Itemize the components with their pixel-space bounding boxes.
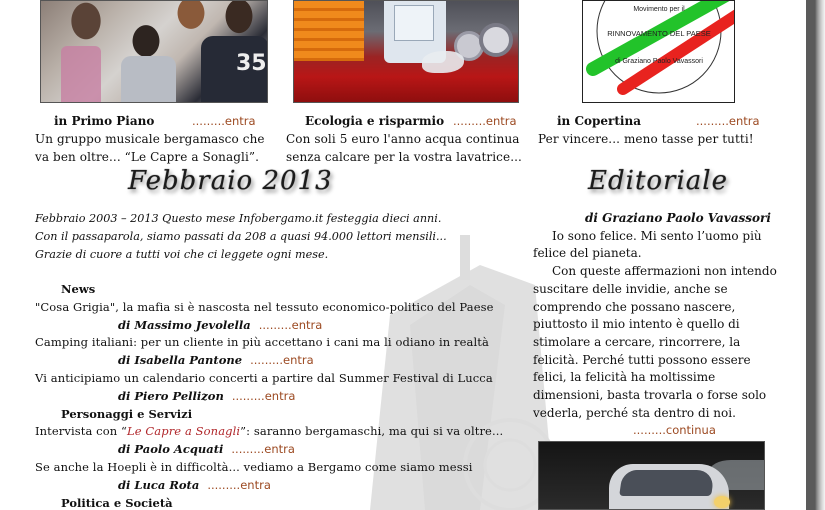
article-title-part: ”: saranno bergamaschi, ma qui si va oltre... [240, 424, 504, 439]
article-author: di Isabella Pantone [118, 353, 243, 368]
article-title[interactable]: "Cosa Grigia", la mafia si è nascosta nel tessuto economico-politico del Paese [35, 299, 494, 314]
editorial-continua-link[interactable]: .........continua [633, 423, 716, 438]
intro-line: Grazie di cuore a tutti voi che ci leggete ogni mese. [35, 248, 329, 261]
article-byline [35, 317, 535, 335]
photo-detail [394, 5, 434, 41]
section-heading-news: News [61, 282, 96, 296]
logo-graphic-icon [583, 1, 735, 103]
article-author: di Massimo Jevolella [118, 317, 251, 332]
photo-detail: 35 [236, 51, 267, 76]
primo-piano-entra-link[interactable]: .........entra [192, 114, 256, 128]
ecologia-entra-link[interactable]: .........entra [453, 114, 517, 128]
photo-detail [479, 23, 513, 57]
svg-text:Movimento per il: Movimento per il [633, 6, 685, 13]
photo-detail [619, 470, 715, 496]
photo-detail [294, 1, 364, 61]
article-title-highlight: Le Capre a Sonagli [127, 424, 241, 439]
photo-detail [422, 51, 464, 73]
photo-detail [61, 46, 101, 103]
editorial-paragraph: Io sono felice. Mi sento l’uomo più felice del pianeta. [533, 228, 762, 261]
article-title[interactable]: Camping italiani: per un cliente in più accettano i cani ma li odiano in realtà [35, 335, 489, 350]
movement-logo[interactable] [582, 0, 735, 103]
feature-desc-copertina [538, 130, 754, 148]
desc-line: Per vincere... meno tasse per tutti! [538, 132, 754, 146]
article-author: di Piero Pellizon [118, 388, 224, 403]
feature-title-ecologia: Ecologia e risparmio [305, 114, 445, 128]
article-author: di Paolo Acquati [118, 442, 224, 457]
feature-title-primo-piano: in Primo Piano [54, 114, 155, 128]
article-entra-link[interactable]: .........entra [258, 317, 323, 332]
photo-detail [714, 496, 730, 508]
editorial-byline: di Graziano Paolo Vavassori [585, 211, 771, 225]
article-entra-link[interactable]: .........entra [250, 353, 314, 368]
feature-desc-ecologia [286, 130, 522, 166]
intro-text [35, 210, 447, 264]
article-title[interactable]: Se anche la Hoepli è in difficoltà... vediamo a Bergamo come siamo messi [35, 459, 473, 474]
feature-desc-primo-piano [35, 130, 265, 166]
article-title[interactable] [35, 423, 535, 441]
section-heading-personaggi: Personaggi e Servizi [61, 406, 193, 421]
desc-line: Un gruppo musicale bergamasco che [35, 132, 265, 146]
car-photo[interactable] [538, 441, 765, 510]
editorial-title: Editoriale [588, 166, 728, 196]
article-title[interactable]: Vi anticipiamo un calendario concerti a partire dal Summer Festival di Lucca [35, 370, 493, 385]
section-heading-politica: Politica e Società [61, 495, 173, 510]
article-entra-link[interactable]: .........entra [207, 477, 271, 492]
feature-title-copertina: in Copertina [557, 114, 641, 128]
article-byline [35, 388, 535, 406]
article-entra-link[interactable]: .........entra [231, 388, 296, 403]
copertina-entra-link[interactable]: .........entra [696, 114, 760, 128]
svg-text:RINNOVAMENTO DEL PAESE: RINNOVAMENTO DEL PAESE [607, 29, 711, 38]
desc-line: va ben oltre... “Le Capre a Sonagli”. [35, 150, 260, 164]
article-author: di Luca Rota [118, 477, 200, 492]
article-list [35, 281, 535, 510]
intro-line: Febbraio 2003 – 2013 Questo mese Infobergamo.it festeggia dieci anni. [35, 212, 442, 225]
band-photo[interactable] [40, 0, 268, 103]
desc-line: senza calcare per la vostra lavatrice... [286, 150, 522, 164]
water-softener-photo[interactable] [293, 0, 519, 103]
article-title-part: Intervista con “ [35, 424, 127, 439]
article-byline [35, 441, 535, 459]
svg-text:di Graziano Paolo Vavassori: di Graziano Paolo Vavassori [615, 58, 703, 65]
article-entra-link[interactable]: .........entra [231, 442, 295, 457]
page-edge-shadow [806, 0, 825, 510]
photo-detail [121, 56, 176, 103]
article-byline [35, 352, 535, 370]
article-byline [35, 477, 535, 495]
month-title: Febbraio 2013 [128, 166, 333, 196]
intro-line: Con il passaparola, siamo passati da 208 a quasi 94.000 lettori mensili... [35, 230, 447, 243]
editorial-column [533, 210, 783, 440]
editorial-paragraph: Con queste affermazioni non intendo suscitare delle invidie, anche se comprendo che possano nascere, piuttosto il mio intento è quello di stimolare a cercare, rincorrere, la felicità. Perché tutti possono essere felici, la felicità ha moltissime dimensioni, basta trovarla o forse solo vederla, perché sta dentro di noi. [533, 264, 777, 420]
desc-line: Con soli 5 euro l'anno acqua continua [286, 132, 520, 146]
